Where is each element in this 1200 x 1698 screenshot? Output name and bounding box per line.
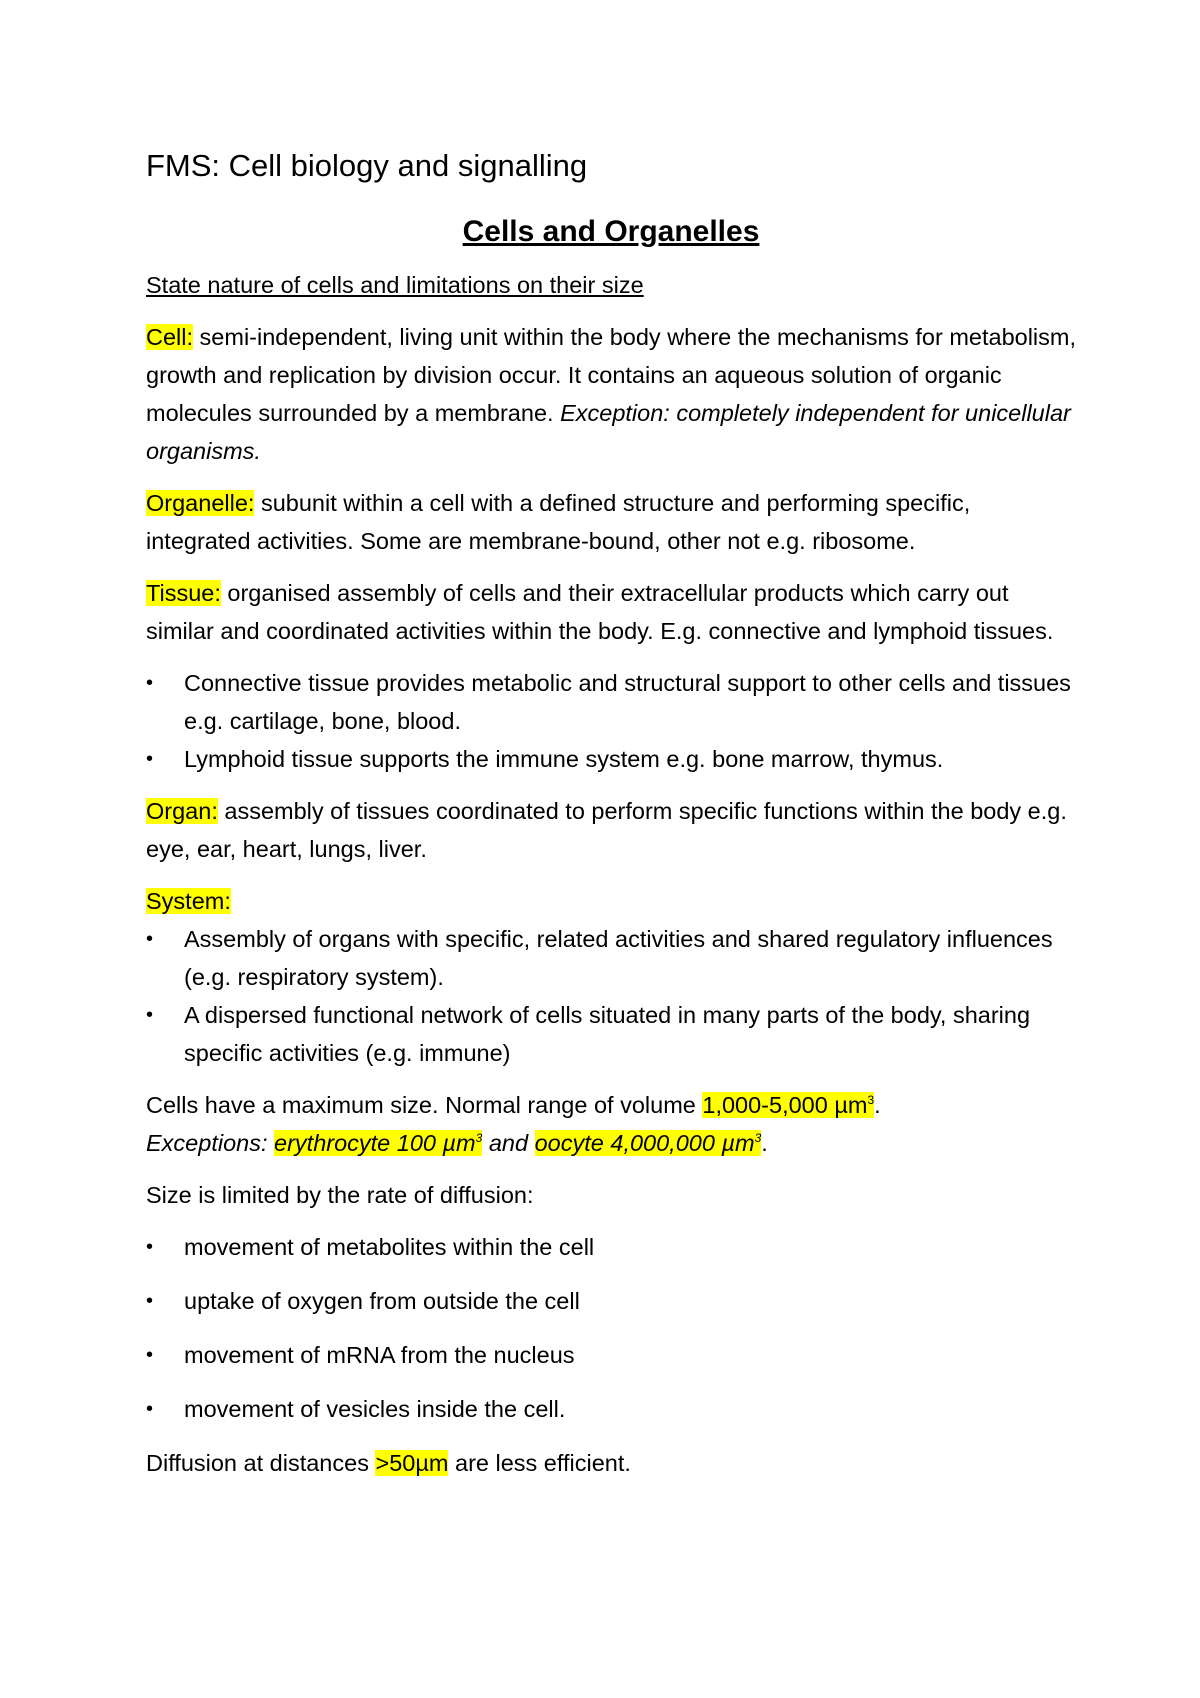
diffusion-final-prefix: Diffusion at distances [146, 1450, 376, 1476]
bullet-icon: • [146, 672, 154, 694]
bullet-icon: • [146, 1344, 154, 1366]
superscript-3: 3 [867, 1093, 875, 1108]
list-item [146, 740, 1076, 778]
list-item-text: movement of mRNA from the nucleus [184, 1342, 575, 1368]
organ-definition [146, 792, 1076, 868]
diffusion-bullet-list [146, 1228, 1076, 1428]
size-period-2: . [761, 1130, 768, 1156]
tissue-text: organised assembly of cells and their extracellular products which carry out similar and coordinated activities within the body. E.g. connective and lymphoid tissues. [146, 580, 1054, 644]
list-item [146, 664, 1076, 740]
size-range-value: 1,000-5,000 µm [702, 1092, 868, 1118]
cell-exception: Exception: completely independent for unicellular organisms. [146, 400, 1071, 464]
tissue-bullet-list [146, 664, 1076, 778]
diffusion-intro: Size is limited by the rate of diffusion: [146, 1182, 534, 1208]
system-term: System: [146, 888, 231, 914]
exceptions-label: Exceptions: [146, 1130, 275, 1156]
list-item-text: A dispersed functional network of cells situated in many parts of the body, sharing specific activities (e.g. immune) [184, 1002, 1031, 1066]
erythrocyte-size-value: erythrocyte 100 µm [274, 1130, 476, 1156]
list-item-text: movement of vesicles inside the cell. [184, 1396, 566, 1422]
cell-definition [146, 318, 1076, 470]
erythrocyte-size [274, 1130, 482, 1156]
bullet-icon: • [146, 928, 154, 950]
bullet-icon: • [146, 1290, 154, 1312]
bullet-icon: • [146, 748, 154, 770]
size-paragraph [146, 1086, 1076, 1162]
organ-term: Organ: [146, 798, 218, 824]
and-text: and [482, 1130, 535, 1156]
list-item [146, 1390, 1076, 1428]
list-item [146, 1336, 1076, 1374]
size-period: . [874, 1092, 881, 1118]
tissue-definition [146, 574, 1076, 650]
system-bullet-list [146, 920, 1076, 1072]
organelle-text: subunit within a cell with a defined structure and performing specific, integrated activities. Some are membrane-bound, other not e.g. ribosome. [146, 490, 971, 554]
subheading: State nature of cells and limitations on their size [146, 272, 644, 298]
bullet-icon: • [146, 1398, 154, 1420]
diffusion-final [146, 1444, 1076, 1482]
superscript-3: 3 [475, 1131, 483, 1146]
list-item [146, 1282, 1076, 1320]
oocyte-size-value: oocyte 4,000,000 µm [534, 1130, 755, 1156]
document-title: FMS: Cell biology and signalling [146, 148, 588, 183]
list-item-text: uptake of oxygen from outside the cell [184, 1288, 580, 1314]
list-item [146, 920, 1076, 996]
bullet-icon: • [146, 1236, 154, 1258]
system-definition [146, 882, 1076, 920]
list-item-text: Lymphoid tissue supports the immune system e.g. bone marrow, thymus. [184, 746, 944, 772]
diffusion-final-suffix: are less efficient. [448, 1450, 631, 1476]
organelle-term: Organelle: [146, 490, 255, 516]
cell-term: Cell: [146, 324, 194, 350]
tissue-term: Tissue: [146, 580, 221, 606]
list-item-text: Connective tissue provides metabolic and structural support to other cells and tissues e.g. cartilage, bone, blood. [184, 670, 1071, 734]
oocyte-size [535, 1130, 762, 1156]
list-item-text: movement of metabolites within the cell [184, 1234, 595, 1260]
document-body [146, 140, 1076, 1496]
bullet-icon: • [146, 1004, 154, 1026]
organ-text: assembly of tissues coordinated to perform specific functions within the body e.g. eye, ear, heart, lungs, liver. [146, 798, 1067, 862]
list-item [146, 1228, 1076, 1266]
organelle-definition [146, 484, 1076, 560]
diffusion-distance: >50µm [375, 1450, 449, 1476]
size-text: Cells have a maximum size. Normal range of volume [146, 1092, 703, 1118]
list-item [146, 996, 1076, 1072]
size-range [702, 1092, 874, 1118]
superscript-3: 3 [754, 1131, 762, 1146]
list-item-text: Assembly of organs with specific, related activities and shared regulatory influences (e.g. respiratory system). [184, 926, 1053, 990]
cell-text: semi-independent, living unit within the body where the mechanisms for metabolism, growth and replication by division occur. It contains an aqueous solution of organic molecules surrounded by a membrane. [146, 324, 1077, 426]
section-title: Cells and Organelles [462, 215, 760, 248]
